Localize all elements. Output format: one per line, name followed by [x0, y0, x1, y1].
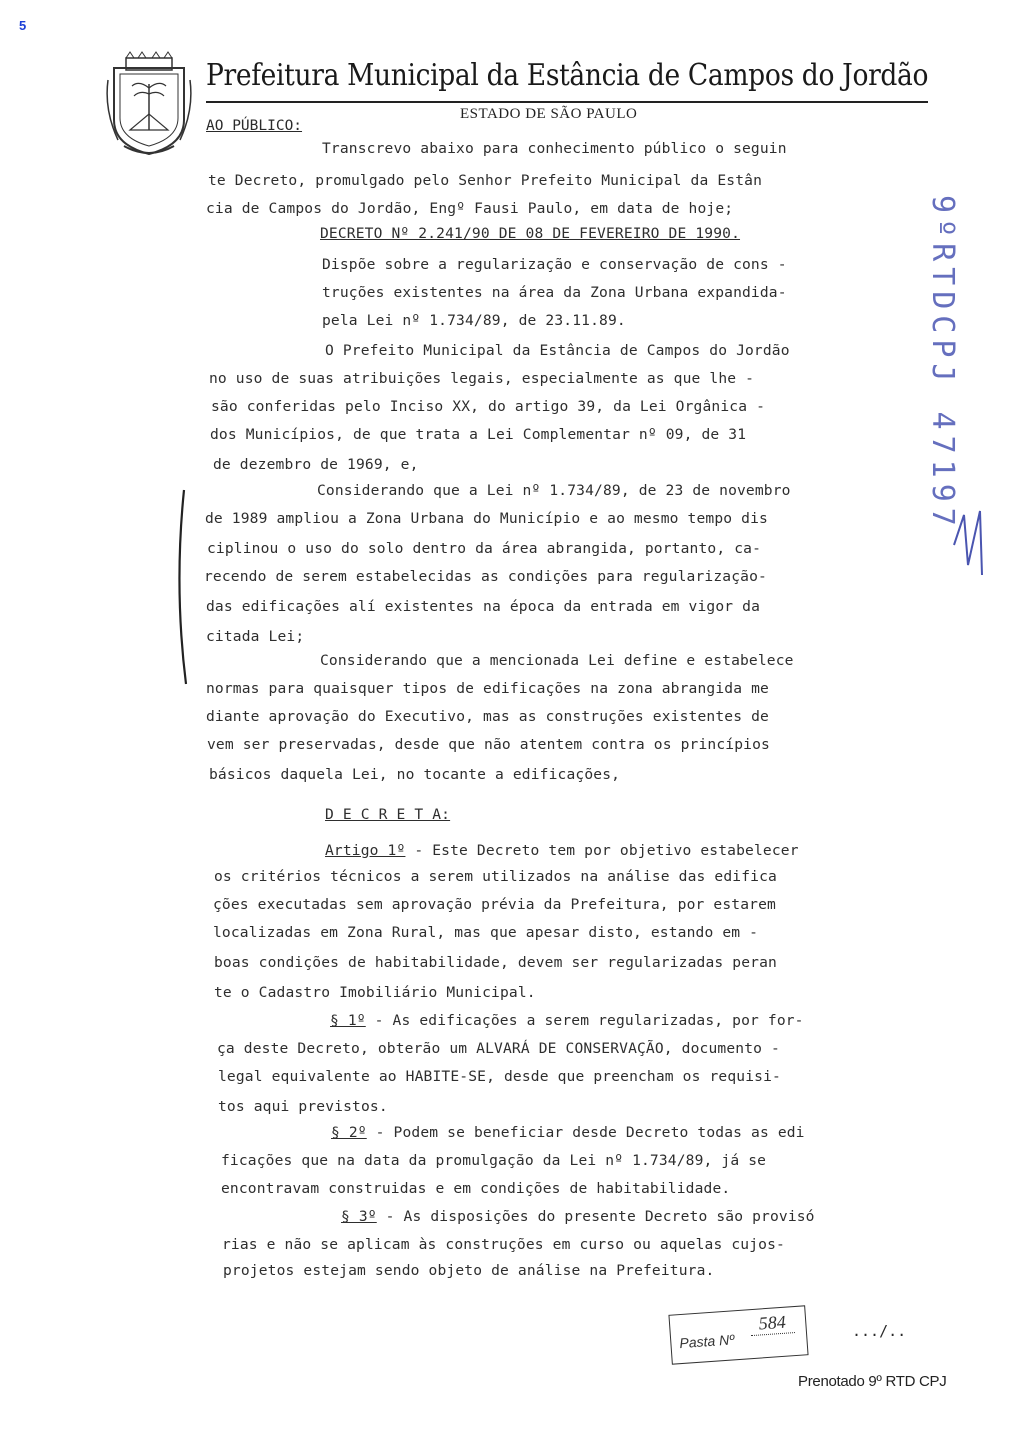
- folder-stamp: [668, 1305, 808, 1364]
- body-line: ça deste Decreto, obterão um ALVARÁ DE CONSERVAÇÃO, documento -: [217, 1040, 780, 1057]
- body-line: das edificações alí existentes na época da entrada em vigor da: [206, 598, 761, 615]
- body-line: te o Cadastro Imobiliário Municipal.: [214, 984, 536, 1001]
- body-line: ciplinou o uso do solo dentro da área abrangida, portanto, ca-: [207, 540, 762, 557]
- letterhead-state: ESTADO DE SÃO PAULO: [460, 106, 638, 122]
- body-line: vem ser preservadas, desde que não atentem contra os princípios: [207, 736, 770, 753]
- body-line: § 2º - Podem se beneficiar desde Decreto todas as edi: [331, 1124, 805, 1141]
- folder-number: 584: [750, 1311, 795, 1336]
- municipal-coat-of-arms-icon: [104, 50, 194, 158]
- body-line: D E C R E T A:: [325, 806, 451, 823]
- salutation: AO PÚBLICO:: [206, 118, 303, 134]
- body-line: no uso de suas atribuições legais, especialmente as que lhe -: [209, 370, 755, 387]
- margin-bracket-icon: [170, 488, 192, 686]
- body-line: legal equivalente ao HABITE-SE, desde que preencham os requisi-: [218, 1068, 781, 1085]
- letterhead-rule: [206, 101, 928, 103]
- body-line: localizadas em Zona Rural, mas que apesar disto, estando em -: [213, 924, 759, 941]
- body-line: normas para quaisquer tipos de edificações na zona abrangida me: [206, 680, 769, 697]
- body-line: cia de Campos do Jordão, Engº Fausi Paulo, em data de hoje;: [206, 200, 734, 217]
- continues-marker: .../..: [852, 1322, 907, 1340]
- body-line: recendo de serem estabelecidas as condições para regularização-: [204, 568, 767, 585]
- body-line: de dezembro de 1969, e,: [213, 456, 419, 473]
- body-line: são conferidas pelo Inciso XX, do artigo 39, da Lei Orgânica -: [211, 398, 766, 415]
- body-line: § 1º - As edificações a serem regularizadas, por for-: [330, 1012, 804, 1029]
- registry-stamp-icon: 9ºRTDCPJ 47197: [925, 195, 960, 532]
- body-line: te Decreto, promulgado pelo Senhor Prefeito Municipal da Estân: [208, 172, 763, 189]
- body-line: Artigo 1º - Este Decreto tem por objetivo estabelecer: [325, 842, 799, 859]
- body-line: dos Municípios, de que trata a Lei Complementar nº 09, de 31: [210, 426, 747, 443]
- body-line: DECRETO Nº 2.241/90 DE 08 DE FEVEREIRO DE 1990.: [320, 225, 741, 242]
- body-line: citada Lei;: [206, 628, 305, 645]
- body-line: truções existentes na área da Zona Urbana expandida-: [322, 284, 787, 301]
- body-line: § 3º - As disposições do presente Decreto são provisó: [341, 1208, 815, 1225]
- body-line: Considerando que a mencionada Lei define e estabelece: [320, 652, 794, 669]
- body-line: Considerando que a Lei nº 1.734/89, de 23 de novembro: [317, 482, 791, 499]
- body-line: ções executadas sem aprovação prévia da Prefeitura, por estarem: [213, 896, 776, 913]
- body-line: Dispõe sobre a regularização e conservação de cons -: [322, 256, 787, 273]
- body-line: diante aprovação do Executivo, mas as construções existentes de: [206, 708, 769, 725]
- body-line: pela Lei nº 1.734/89, de 23.11.89.: [322, 312, 626, 329]
- body-line: encontravam construidas e em condições de habitabilidade.: [221, 1180, 731, 1197]
- prenotado-note: Prenotado 9º RTD CPJ: [798, 1373, 947, 1390]
- body-line: tos aqui previstos.: [218, 1098, 388, 1115]
- body-line: Transcrevo abaixo para conhecimento público o seguin: [322, 140, 787, 157]
- body-line: os critérios técnicos a serem utilizados na análise das edifica: [214, 868, 777, 885]
- initial-signature-icon: [950, 505, 990, 580]
- body-line: O Prefeito Municipal da Estância de Campos do Jordão: [325, 342, 790, 359]
- page-number: 5: [19, 18, 27, 33]
- body-line: rias e não se aplicam às construções em curso ou aquelas cujos-: [222, 1236, 785, 1253]
- body-line: ficações que na data da promulgação da Lei nº 1.734/89, já se: [221, 1152, 767, 1169]
- body-line: projetos estejam sendo objeto de análise na Prefeitura.: [223, 1262, 715, 1279]
- folder-label: Pasta Nº: [678, 1331, 735, 1352]
- body-line: básicos daquela Lei, no tocante a edificações,: [209, 766, 621, 783]
- body-line: de 1989 ampliou a Zona Urbana do Município e ao mesmo tempo dis: [205, 510, 768, 527]
- body-line: boas condições de habitabilidade, devem ser regularizadas peran: [214, 954, 777, 971]
- letterhead-title: Prefeitura Municipal da Estância de Campos do Jordão: [206, 58, 929, 93]
